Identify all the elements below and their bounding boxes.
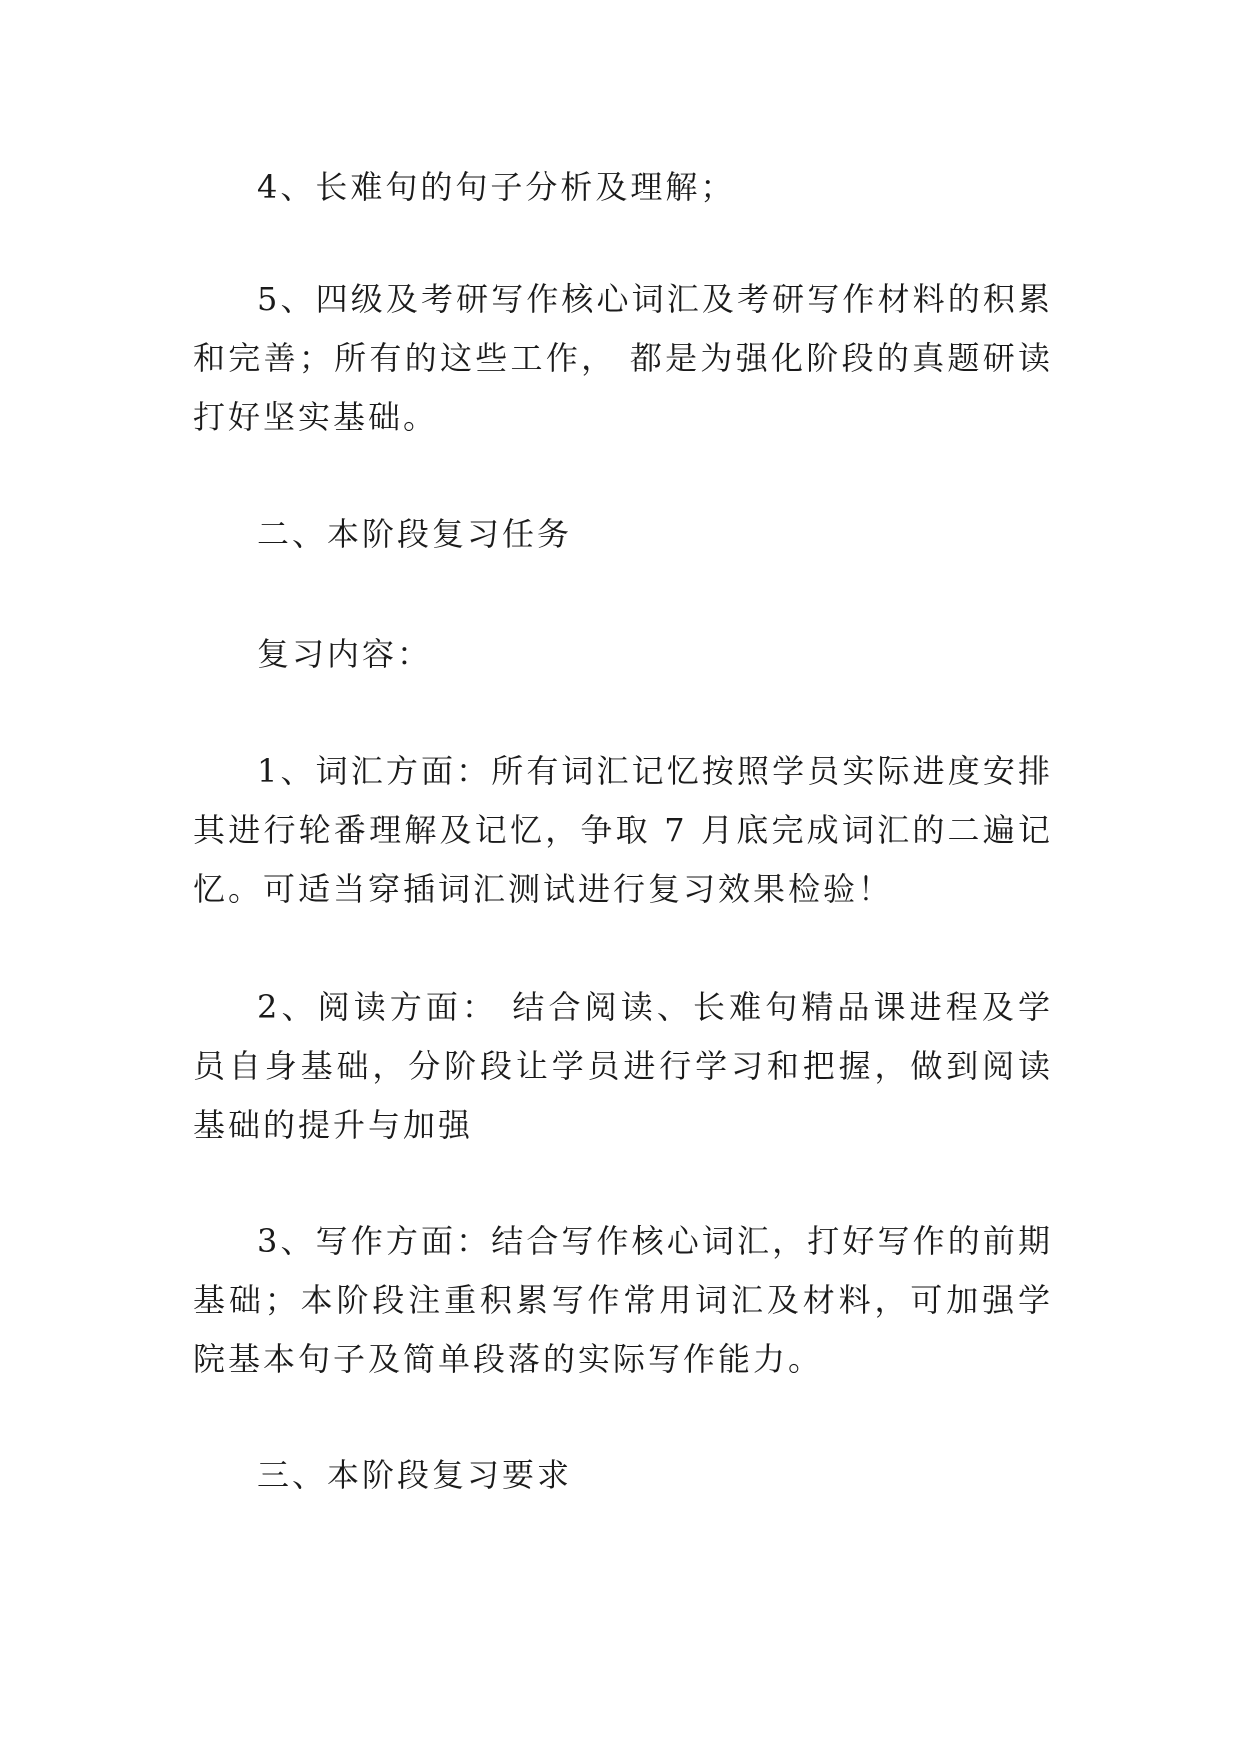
item-5-paragraph: 5、四级及考研写作核心词汇及考研写作材料的积累和完善；所有的这些工作， 都是为强化阶段的真题研读打好坚实基础。 (193, 280, 1053, 436)
task-2-paragraph: 2、阅读方面： 结合阅读、长难句精品课进程及学员自身基础，分阶段让学员进行学习和把握，做到阅读基础的提升与加强 (193, 988, 1053, 1144)
item-4-paragraph: 4、长难句的句子分析及理解； (257, 168, 736, 206)
task-3-paragraph: 3、写作方面：结合写作核心词汇，打好写作的前期基础；本阶段注重积累写作常用词汇及材料，可加强学院基本句子及简单段落的实际写作能力。 (193, 1222, 1053, 1378)
review-content-label: 复习内容： (257, 635, 433, 673)
section-3-heading: 三、本阶段复习要求 (257, 1456, 573, 1494)
section-2-heading: 二、本阶段复习任务 (257, 515, 573, 553)
task-1-paragraph: 1、词汇方面：所有词汇记忆按照学员实际进度安排其进行轮番理解及记忆，争取 7 月底完成词汇的二遍记忆。可适当穿插词汇测试进行复习效果检验！ (193, 752, 1053, 908)
